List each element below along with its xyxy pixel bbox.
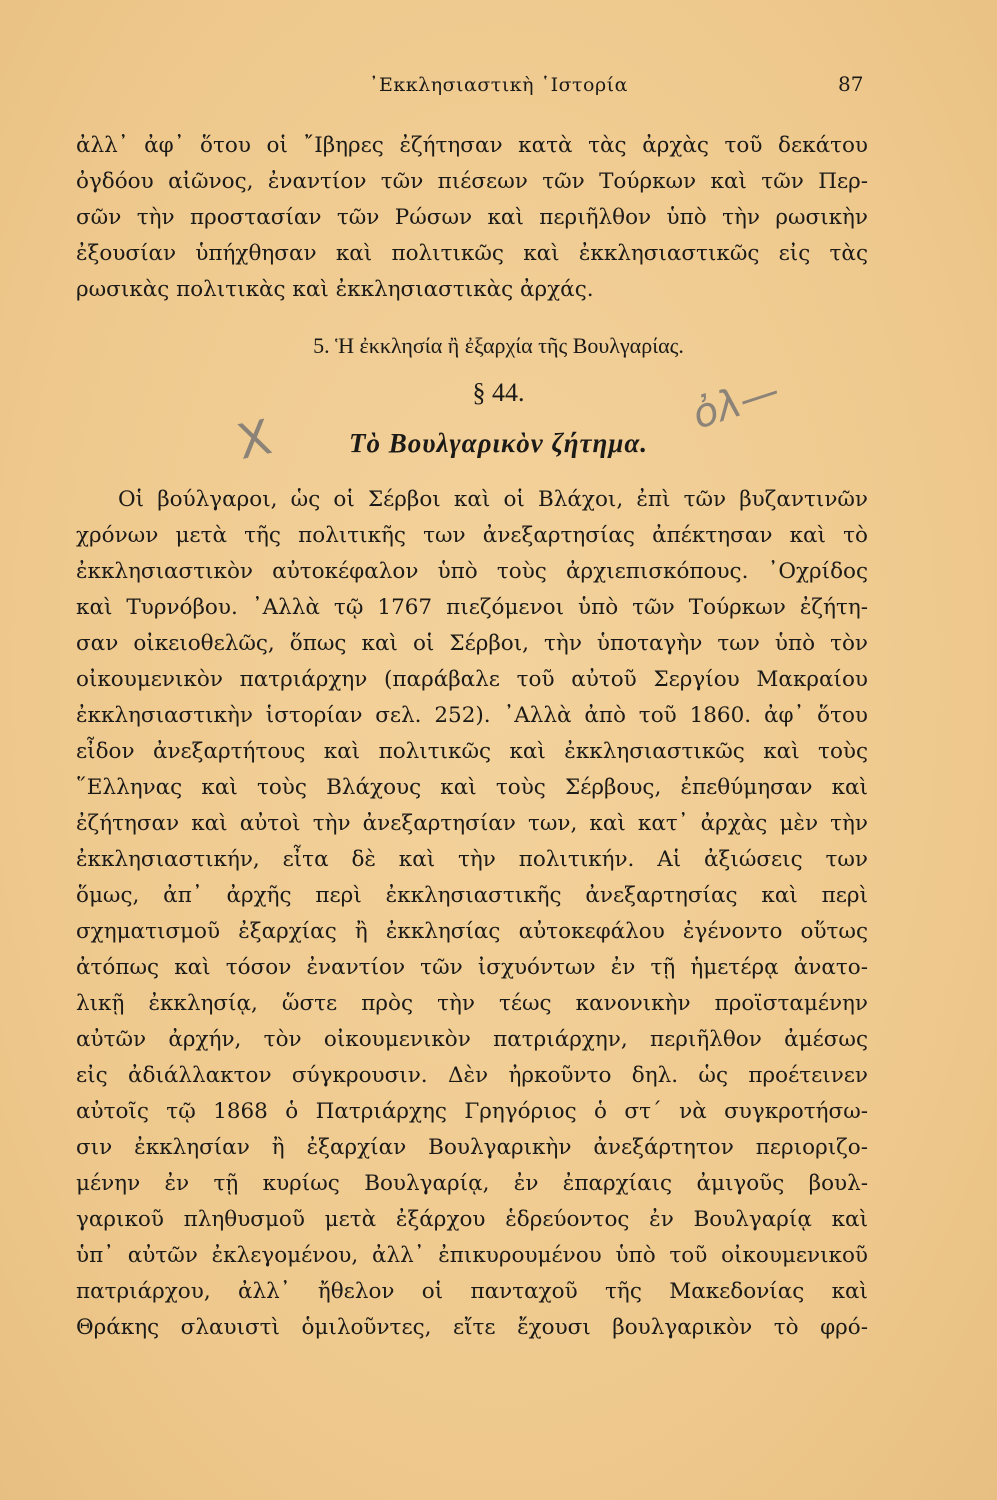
text-line: ῞Ελληνας καὶ τοὺς Βλάχους καὶ τοὺς Σέρβους, ἐπεθύμησαν καὶ [76,775,868,800]
chapter-title: Τὸ Βουλγαρικὸν ζήτημα. [348,428,649,458]
text-line: εἰς ἀδιάλλακτον σύγκρουσιν. Δὲν ἠρκοῦντο δηλ. ὡς προέτεινεν [76,1063,868,1088]
text-line: αὐτῶν ἀρχήν, τὸν οἰκουμενικὸν πατριάρχην, περιῆλθον ἀμέσως [76,1027,868,1052]
section-heading: 5. Ἡ ἐκκλησία ἢ ἐξαρχία τῆς Βουλγαρίας. [313,333,684,358]
text-line: μένην ἐν τῇ κυρίως Βουλγαρίᾳ, ἐν ἐπαρχίαις ἀμιγοῦς βουλ- [76,1171,868,1196]
page-number: 87 [838,72,864,96]
running-head: ᾿Εκκλησιαστικὴ ῾Ιστορία [369,74,628,96]
text-line: ἀτόπως καὶ τόσον ἐναντίον τῶν ἰσχυόντων ἐν τῇ ἡμετέρᾳ ἀνατο- [76,955,868,980]
text-line: ἐκκλησιαστικήν, εἶτα δὲ καὶ τὴν πολιτικήν. Αἱ ἀξιώσεις των [76,847,868,872]
text-line: ἐκκλησιαστικὴν ἱστορίαν σελ. 252). ᾿Αλλὰ ἀπὸ τοῦ 1860. ἀφ᾿ ὅτου [76,703,868,728]
text-line: ἀλλ᾿ ἀφ᾿ ὅτου οἱ ῎Ιβηρες ἐζήτησαν κατὰ τὰς ἀρχὰς τοῦ δεκάτου [76,133,868,158]
text-line: πατριάρχου, ἀλλ᾿ ἤθελον οἱ πανταχοῦ τῆς Μακεδονίας καὶ [76,1279,868,1304]
text-line: ἐξουσίαν ὑπήχθησαν καὶ πολιτικῶς καὶ ἐκκλησιαστικῶς εἰς τὰς [76,241,868,266]
text-line: εἶδον ἀνεξαρτήτους καὶ πολιτικῶς καὶ ἐκκλησιαστικῶς καὶ τοὺς [76,739,868,764]
text-line: λικῇ ἐκκλησίᾳ, ὥστε πρὸς τὴν τέως κανονικὴν προϊσταμένην [76,991,868,1016]
text-line: σαν οἰκειοθελῶς, ὅπως καὶ οἱ Σέρβοι, τὴν ὑποταγὴν των ὑπὸ τὸν [76,631,868,656]
text-line: Θράκης σλαυιστὶ ὁμιλοῦντες, εἴτε ἔχουσι βουλγαρικὸν τὸ φρό- [76,1315,868,1340]
text-line: ὅμως, ἀπ᾿ ἀρχῆς περὶ ἐκκλησιαστικῆς ἀνεξαρτησίας καὶ περὶ [76,883,868,908]
text-line: Οἱ βούλγαροι, ὡς οἱ Σέρβοι καὶ οἱ Βλάχοι, ἐπὶ τῶν βυζαντινῶν [118,487,868,512]
text-line: ὀγδόου αἰῶνος, ἐναντίον τῶν πιέσεων τῶν Τούρκων καὶ τῶν Περ- [76,169,868,194]
paragraph-mark: § 44. [472,378,525,407]
text-line: ἐζήτησαν καὶ αὐτοὶ τὴν ἀνεξαρτησίαν των, καὶ κατ᾿ ἀρχὰς μὲν τὴν [76,811,868,836]
text-line: καὶ Τυρνόβου. ᾿Αλλὰ τῷ 1767 πιεζόμενοι ὑπὸ τῶν Τούρκων ἐζήτη- [76,595,868,620]
text-line: σῶν τὴν προστασίαν τῶν Ρώσων καὶ περιῆλθον ὑπὸ τὴν ρωσικὴν [76,205,868,230]
text-line: ρωσικὰς πολιτικὰς καὶ ἐκκλησιαστικὰς ἀρχάς. [76,277,594,302]
pencil-annotation-right: ὀλ— [687,367,786,439]
text-line: χρόνων μετὰ τῆς πολιτικῆς των ἀνεξαρτησίας ἀπέκτησαν καὶ τὸ [76,523,868,548]
text-line: οἰκουμενικὸν πατριάρχην (παράβαλε τοῦ αὐτοῦ Σεργίου Μακραίου [76,667,868,692]
text-line: σχηματισμοῦ ἐξαρχίας ἢ ἐκκλησίας αὐτοκεφάλου ἐγένοντο οὕτως [76,919,868,944]
text-line: γαρικοῦ πληθυσμοῦ μετὰ ἐξάρχου ἑδρεύοντος ἐν Βουλγαρίᾳ καὶ [76,1207,868,1232]
text-line: σιν ἐκκλησίαν ἢ ἐξαρχίαν Βουλγαρικὴν ἀνεξάρτητον περιοριζο- [76,1135,868,1160]
text-line: αὐτοῖς τῷ 1868 ὁ Πατριάρχης Γρηγόριος ὁ στ΄ νὰ συγκροτήσω- [76,1099,868,1124]
pencil-annotation-left: X [232,409,277,471]
text-line: ὑπ᾿ αὐτῶν ἐκλεγομένου, ἀλλ᾿ ἐπικυρουμένου ὑπὸ τοῦ οἰκουμενικοῦ [76,1243,868,1268]
text-line: ἐκκλησιαστικὸν αὐτοκέφαλον ὑπὸ τοὺς ἀρχιεπισκόπους. ᾿Οχρίδος [76,559,868,584]
